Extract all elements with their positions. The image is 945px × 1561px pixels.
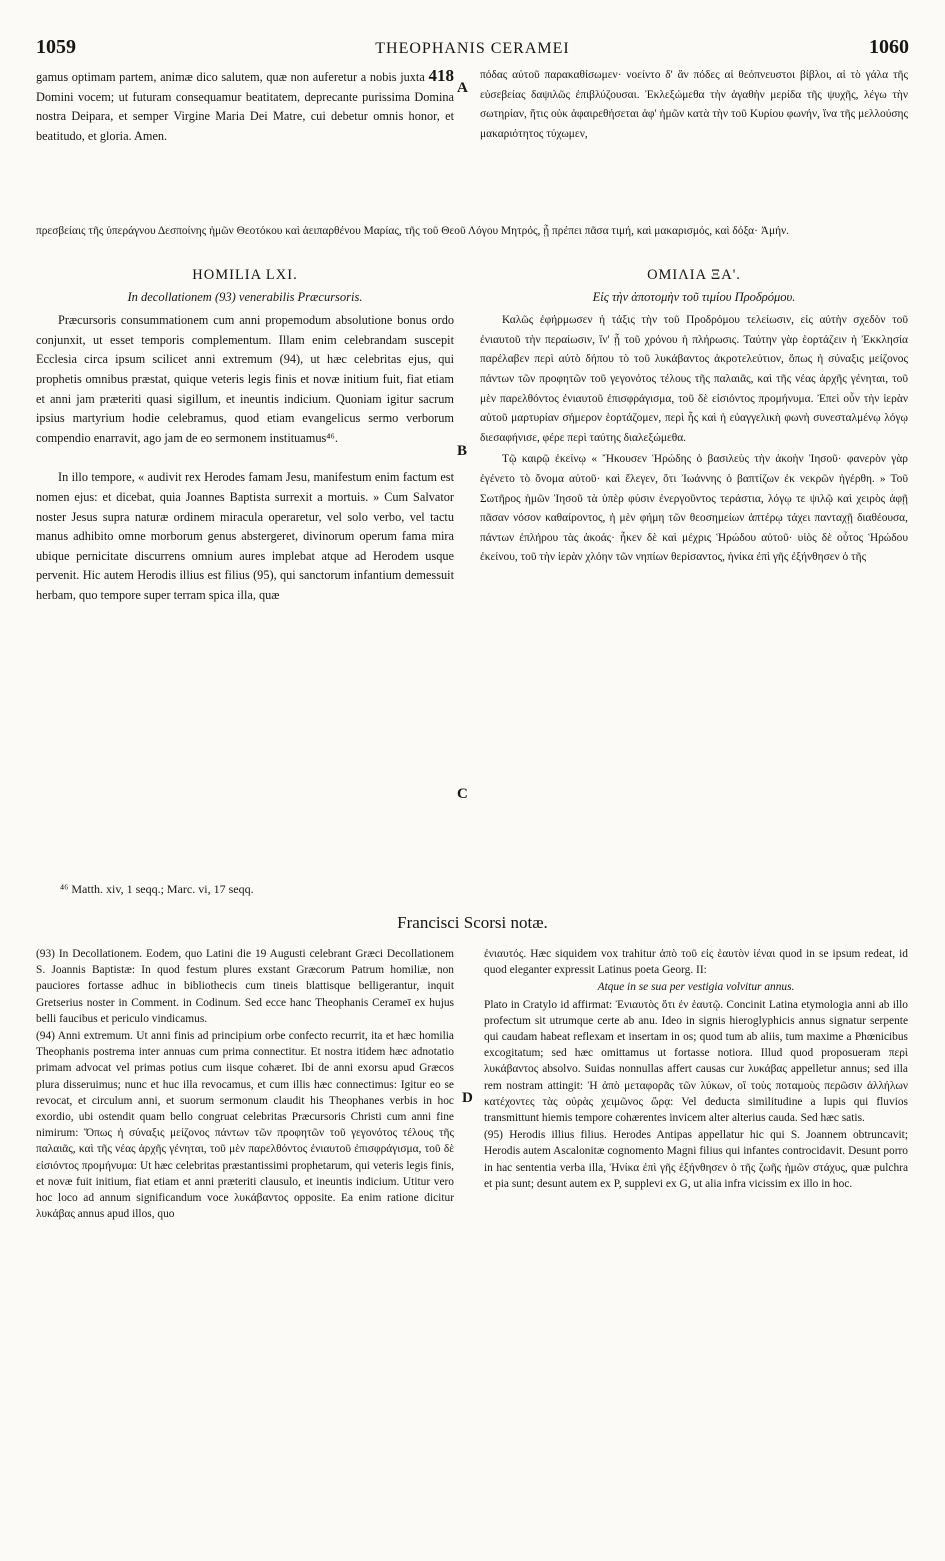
note-93: (93) In Decollationem. Eodem, quo Latini die 19 Augusti celebrant Græci Decollationem S. Joannis Baptistæ: In quod festum plures exstant Græcorum Patrum homiliæ, non pauciores fortasse adhuc in bibliothecis cum tineis blattisque belligerantur, inquit Gretserius noster in Comment. in Codinum. Sed ecce hanc Theophanis Cerameī ex hujus belli faucibus et periculo vindicamus.	[36, 948, 454, 1025]
footnote: ⁴⁶ Matth. xiv, 1 seqq.; Marc. vi, 17 seqq.	[60, 882, 254, 896]
note-94-plato: Plato in Cratylo id affirmat: Ἐνιαυτὸς ὅτι ἐν ἑαυτῷ. Concinit Latina etymologia anni ab illo profectum sit utrumque certe ab anu. Ideo in signis hieroglyphicis annus signatur serpente qui caudam habeat reflexam et insertam in os; quod tum ab aliis, tum maxime a Phœnicibus excogitatum; sed hæc omittamus ut fortasse notiora. Illud quod proposueram περὶ λυκάβαντος absolvo. Suidas nonnullas affert causas cur λυκάβας appelletur annus; sed illa rem nostram attingit: Ἡ ἀπὸ μεταφορᾶς τῶν λύκων, οἳ τοὺς ποταμοὺς περῶσιν ἀλλήλων κατέχοντες τὰς οὐρὰς χειμῶνος ὥρᾳ: Vel deducta similitudine a lupis qui fluvios transmittunt hiemis tempore cohærentes invicem alter alterius cauda. Sed hæc satis.	[484, 998, 908, 1125]
latin-intro-text-2: Domini vocem; ut futuram consequamur beatitatem, deprecante purissima Domina nostra Deipara, et semper Virgine Maria Dei Matre, cui debetur omnis honor, et beatitudo, et gloria. Amen.	[36, 89, 454, 143]
note-94: (94) Anni extremum. Ut anni finis ad principium orbe confecto recurrit, ita et hæc homilia Theophanis postrema inter annuas cum prima connectitur. Et nostra itidem hæc adnotatio primam advocat vel primas potius cum iisque cohæret. Ibi de anni exorsu apud Græcos plura disseruimus; nunc et huc illa revocamus, et cum illis hæc connectimus: Igitur eo se revocat, et circulum anni, et suorum sermonum claudit his Theophanes verbis in hoc exordio, ubi ostendit quam bello congruat celebritas Præcursoris Christi cum anni fine nimirum: Ὅπως ἡ σύναξις μείζονος πάντων τῶν προφητῶν τοῦ γεγονότος τέλους τῆς παλαιᾶς, καὶ τῆς νέας ἀρχῆς γένηται, τοῦ μὲν παρελθόντος ἐνιαυτοῦ ἐπισφράγισμα, τοῦ δὲ εἰσιόντος προμήνυμα: Ut hæc celebritas præstantissimi prophetarum, qui veteris legis finis, et novæ fuit initium, fiat etiam et anni præteriti clausulo, et ineuntis indicium. Utitur vero hoc loco ad annum significandum voce λυκάβαντος opposite. Ea enim ratione dicitur λυκάβας annus apud illos, quo	[36, 1030, 454, 1221]
running-title: THEOPHANIS CERAMEI	[375, 40, 570, 57]
latin-homily-title: HOMILIA LXI.	[192, 267, 298, 283]
greek-intro-text: πόδας αὐτοῦ παρακαθίσωμεν· νοείντο δ' ἂν πόδες αἱ θεόπνευστοι βίβλοι, αἱ τὸ γάλα τῆς εὐσεβείας δαψιλῶς ἐπιβλύζουσαι. Ἐκλεξώμεθα τὴν ἀγαθὴν μερίδα τῆς ψυχῆς, λέγω τὴν σωτηρίαν, ἥτις οὐκ ἀφαιρεθήσεται ἀφ' ἡμῶν κατὰ τὴν τοῦ Κυρίου φωνήν, ἵνα τῆς μελλούσης μακαριότητος τύχωμεν,	[480, 69, 908, 140]
latin-paragraph-1: Præcursoris consummationem cum anni propemodum absolutione bonus ordo conjunxit, ut esset temporis complementum. Illam enim celebrandam suscepit Ecclesia circa ipsum scilicet anni extremum (94), ut hæc celebritas ejus, qui prophetis omnibus præstat, quique veteris legis finis et novæ initium fuit, fiat etiam et anni jam præteriti quasi sigillum, et ineuntis indicium. Quoniam igitur sacrum ipsius martyrium hodie celebramus, quod etiam evangelicus sermo verborum compendio enarravit, ago jam de eo sermonem instituamus⁴⁶.	[36, 313, 454, 445]
spanning-line	[36, 222, 908, 242]
greek-paragraph-2: Τῷ καιρῷ ἐκείνῳ « Ἤκουσεν Ἡρώδης ὁ βασιλεὺς τὴν ἀκοὴν Ἰησοῦ· φανερὸν γὰρ ἐγένετο τὸ ὄνομα αὐτοῦ· καὶ ἔλεγεν, ὅτι Ἰωάννης ὁ βαπτίζων ἐκ νεκρῶν ἠγέρθη. » Τοῦ Σωτῆρος ἡμῶν Ἰησοῦ τὰ ὑπὲρ φύσιν ἐνεργοῦντος τεράστια, λόγῳ τε ψιλῷ καὶ χειρὸς ἀφῇ πᾶσαν νόσον καθαίροντος, ἡ μὲν φήμη τῶν θεοσημείων ἀπτέρῳ τάχει πανταχῇ διαθέουσα, πάντων ἐπλήρου τὰς ἀκοάς· ἧκεν δὲ καὶ μέχρις Ἡρώδου αὐτοῦ· υἱὸς δὲ οὗτος Ἡρώδου ἐκείνου, τοῦ τὴν ἱερὰν χλόην τῶν νηπίων θερίσαντος, ἡνίκα ἐπὶ γῆς ἐξήνθησεν ὁ τῆς	[480, 453, 908, 564]
latin-homily-subtitle: In decollationem (93) venerabilis Præcursoris.	[127, 289, 363, 304]
notes-title: Francisci Scorsi notæ.	[397, 913, 548, 932]
greek-homily-body	[480, 262, 908, 568]
latin-column	[36, 66, 454, 146]
margin-letter-c: C	[457, 786, 468, 802]
spanning-line-text: πρεσβείαις τῆς ὑπεράγνου Δεσποίνης ἡμῶν Θεοτόκου καὶ ἀειπαρθένου Μαρίας, τῆς τοῦ Θεοῦ Λόγου Μητρός, ᾗ πρέπει πᾶσα τιμή, καὶ μακαρισμός, καὶ δόξα· Ἀμήν.	[36, 225, 790, 237]
margin-letter-b: B	[457, 443, 468, 459]
margin-letter-d: D	[462, 1090, 473, 1106]
greek-homily-title: ΟΜΙΛΙΑ ΞΑ'.	[647, 267, 741, 283]
greek-homily-subtitle: Εἰς τὴν ἀποτομὴν τοῦ τιμίου Προδρόμου.	[592, 289, 796, 304]
page-number-left: 1059	[36, 36, 76, 58]
margin-letter-a: A	[457, 80, 468, 96]
notes-left-column	[36, 946, 454, 1223]
note-94-continued: ἐνιαυτός. Hæc siquidem vox trahitur ἀπὸ τοῦ εἰς ἑαυτὸν ἰέναι quod in se ipsum redeat, id quod eleganter expressit Latinus poeta Georg. II:	[484, 948, 908, 977]
latin-paragraph-2: In illo tempore, « audivit rex Herodes famam Jesu, manifestum enim factum est nomen ejus: et dicebat, quia Joannes Baptista surrexit a mortuis. » Cum Salvator noster Jesus supra naturæ ordinem miracula operaretur, vel solo verbo, vel tactu manus adhibito omne morborum genus abstergeret, divinorum operum fama mira ubique pernicitate discurrens omnium aures implebat atque ad Herodem usque pervenit. Hic autem Herodis illius est filius (95), qui sanctorum infantium demessuit herbam, quo tempore super terram spica illa, quæ	[36, 470, 454, 602]
virgil-quote: Atque in se sua per vestigia volvitur annus.	[597, 981, 795, 994]
note-95: (95) Herodis illius filius. Herodes Antipas appellatur hic qui S. Joannem obtruncavit; Herodis autem Ascalonitæ cognomento Magni filius qui infantes controcidavit. Desunt porro in hac sententia verba illa, Ἡνίκα ἐπὶ γῆς ἐξήνθησεν ὁ τῆς ζωῆς ἡμῶν στάχυς, quæ pulchra et pia sunt; desunt autem ex P, supplevi ex G, ut alia infra vicissim ex illo in hoc.	[484, 1129, 908, 1190]
page-number-right: 1060	[869, 36, 909, 58]
latin-intro	[36, 66, 454, 146]
latin-intro-text-1: gamus optimam partem, animæ dico salutem, quæ non auferetur a nobis juxta	[36, 70, 429, 84]
notes-right-column	[484, 946, 908, 1193]
greek-paragraph-1: Καλῶς ἐφήρμωσεν ἡ τάξις τὴν τοῦ Προδρόμου τελείωσιν, εἰς αὐτὴν σχεδὸν τοῦ ἐνιαυτοῦ τὴν περαίωσιν, ἵν' ᾖ τοῦ χρόνου ἡ πλήρωσις. Ταύτην γὰρ ἑορτάζειν ἡ Ἐκκλησία παρέλαβεν περὶ αὐτὸ δήπου τὸ τοῦ λυκάβαντος ἀκροτελεύτιον, ὅπως ἡ σύναξις μείζονος πάντων τῶν προφητῶν τοῦ γεγονότος τέλους τῆς παλαιᾶς, καὶ τῆς νέας ἀρχῆς γένηται, τοῦ μὲν παρελθόντος ἐνιαυτοῦ ἐπισφράγισμα, τοῦ δὲ εἰσιόντος προμήνυμα. Ἐπεὶ οὖν τὴν ἱερὰν αὐτοῦ μαρτυρίαν σήμερον ἑορτάζομεν, περὶ ἧς καὶ ἡ εὐαγγελικὴ φωνὴ συνεσταλμένῳ λόγῳ διεσαφήνισε, φέρε περὶ ταύτης διαλεξώμεθα.	[480, 314, 908, 444]
page-ref-number: 418	[428, 66, 454, 85]
latin-homily-body	[36, 262, 454, 606]
greek-intro	[480, 66, 908, 144]
